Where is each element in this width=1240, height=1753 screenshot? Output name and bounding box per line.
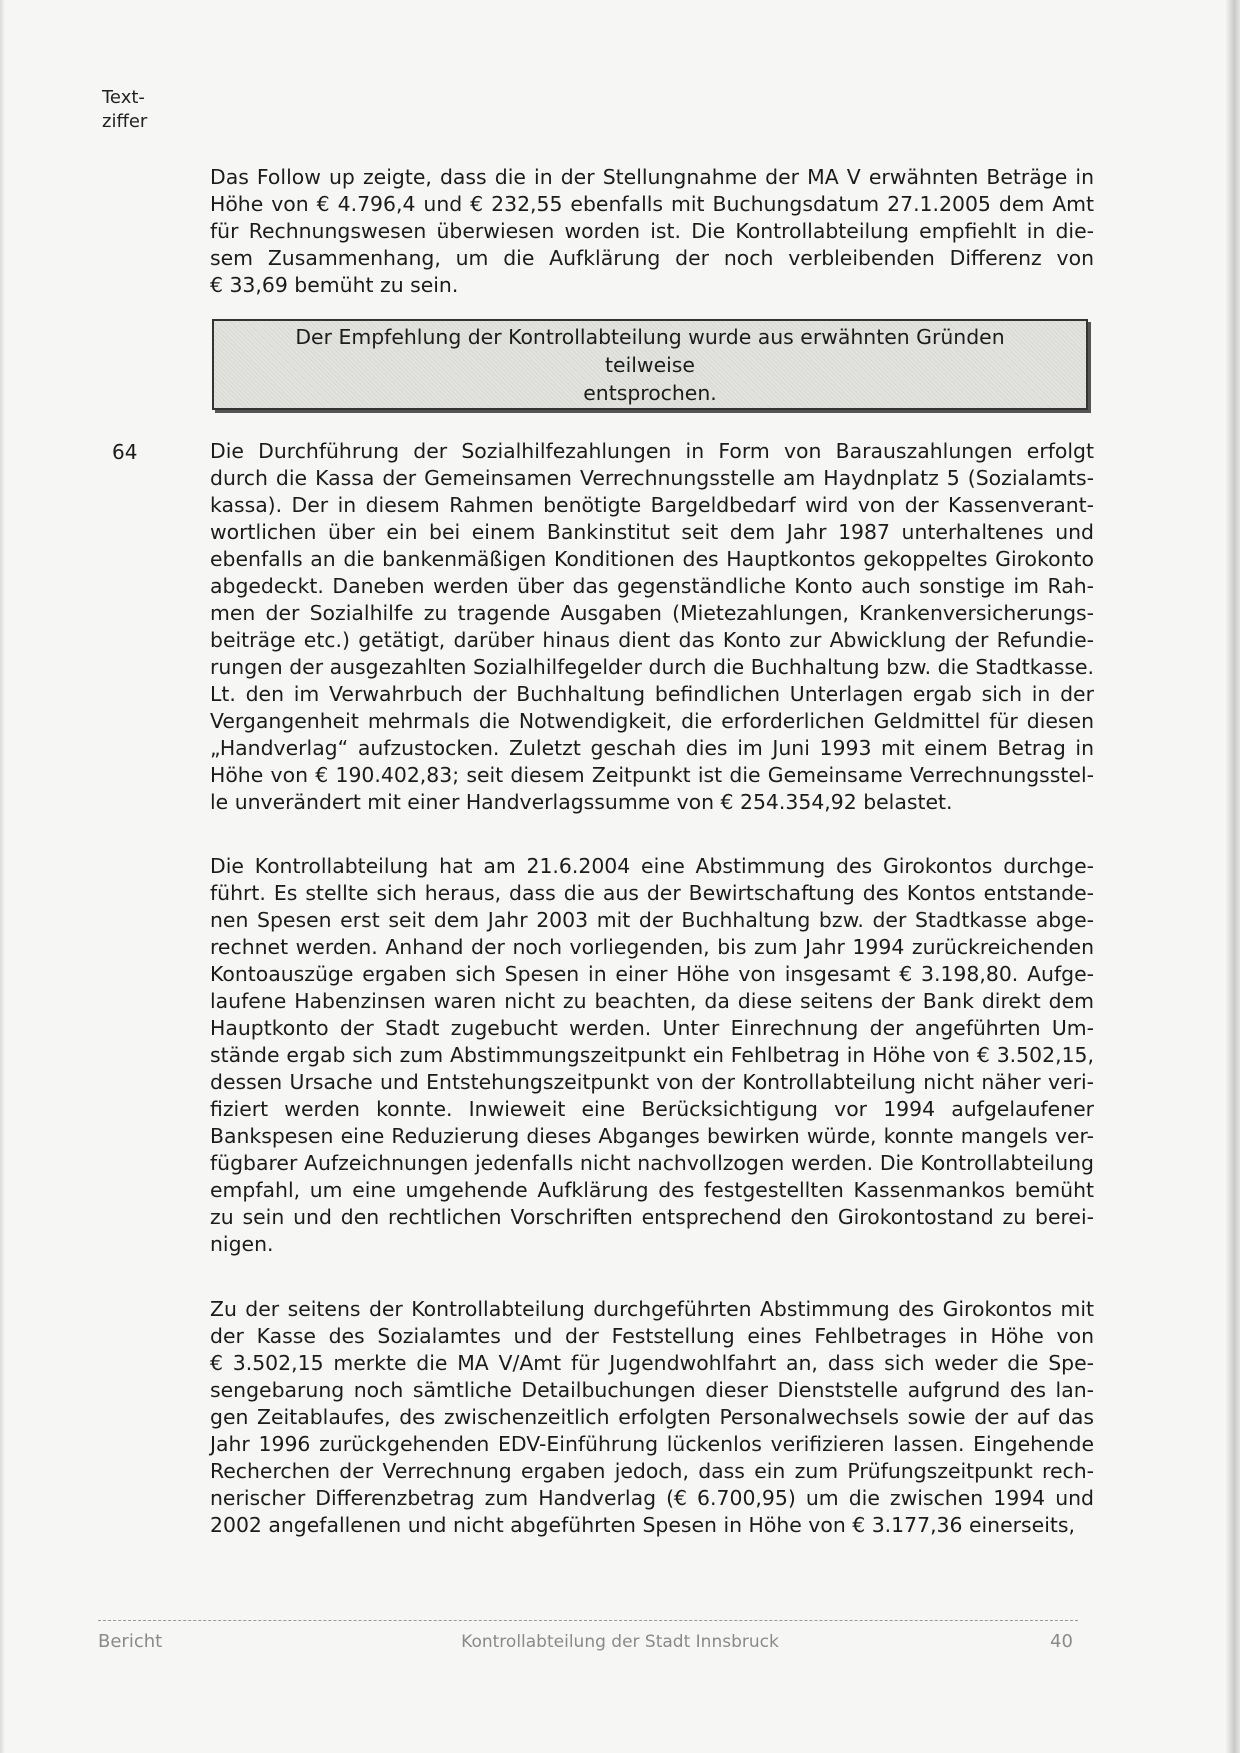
- text-line: gen Zeitablaufes, des zwischenzeitlich erfolgten Personalwechsels sowie der auf das: [210, 1405, 1094, 1429]
- text-line: men der Sozialhilfe zu tragende Ausgaben (Mietezahlungen, Krankenversicherungs-: [210, 601, 1094, 625]
- text-line: führt. Es stellte sich heraus, dass die aus der Bewirtschaftung des Kontos entstande-: [210, 881, 1094, 905]
- margin-label-line1: Text-: [102, 87, 145, 108]
- paragraph-64-3: [210, 1296, 1094, 1539]
- text-line: nigen.: [210, 1232, 274, 1256]
- footer-organization: Kontrollabteilung der Stadt Innsbruck: [461, 1632, 779, 1652]
- text-line: le unverändert mit einer Handverlagssumme von € 254.354,92 belastet.: [210, 790, 953, 814]
- text-line: zu sein und den rechtlichen Vorschriften entsprechend den Girokontostand zu berei-: [210, 1205, 1094, 1229]
- text-line: rechnet werden. Anhand der noch vorliegenden, bis zum Jahr 1994 zurückreichenden: [210, 935, 1094, 959]
- text-line: nen Spesen erst seit dem Jahr 2003 mit der Buchhaltung bzw. der Stadtkasse abge-: [210, 908, 1094, 932]
- paragraph-follow-up: [210, 164, 1094, 299]
- footer-divider: [98, 1620, 1078, 1621]
- callout-line2: entsprochen.: [583, 380, 717, 405]
- text-line: durch die Kassa der Gemeinsamen Verrechnungsstelle am Haydnplatz 5 (Sozialamts-: [210, 466, 1094, 490]
- text-line: Kontoauszüge ergaben sich Spesen in einer Höhe von insgesamt € 3.198,80. Aufge-: [210, 962, 1094, 986]
- text-line: für Rechnungswesen überwiesen worden ist. Die Kontrollabteilung empfiehlt in die-: [210, 219, 1094, 243]
- page-left-edge: [0, 0, 5, 1753]
- margin-label-line2: ziffer: [102, 111, 148, 132]
- footer-page-number: 40: [1050, 1631, 1073, 1652]
- text-line: Bankspesen eine Reduzierung dieses Abganges bewirken würde, konnte mangels ver-: [210, 1124, 1094, 1148]
- text-line: abgedeckt. Daneben werden über das gegenständliche Konto auch sonstige im Rah-: [210, 574, 1094, 598]
- textziffer-number: 64: [112, 440, 138, 464]
- text-line: der Kasse des Sozialamtes und der Feststellung eines Fehlbetrages in Höhe von: [210, 1324, 1094, 1348]
- paragraph-64-2: [210, 853, 1094, 1258]
- callout-text: [254, 323, 1046, 407]
- text-line: wortlichen über ein bei einem Bankinstitut seit dem Jahr 1987 unterhaltenes und: [210, 520, 1094, 544]
- text-line: € 3.502,15 merkte die MA V/Amt für Jugendwohlfahrt an, dass sich weder die Spe-: [210, 1351, 1094, 1375]
- text-line: rungen der ausgezahlten Sozialhilfegelder durch die Buchhaltung bzw. die Stadtkasse.: [210, 655, 1094, 679]
- text-line: sem Zusammenhang, um die Aufklärung der noch verbleibenden Differenz von: [210, 246, 1094, 270]
- text-line: € 33,69 bemüht zu sein.: [210, 273, 459, 297]
- text-line: empfahl, um eine umgehende Aufklärung des festgestellten Kassenmankos bemüht: [210, 1178, 1094, 1202]
- text-line: sengebarung noch sämtliche Detailbuchungen dieser Dienststelle aufgrund des lan-: [210, 1378, 1094, 1402]
- text-line: Die Kontrollabteilung hat am 21.6.2004 eine Abstimmung des Girokontos durchge-: [210, 854, 1094, 878]
- page-right-edge-shadow: [1226, 0, 1240, 1753]
- text-line: Hauptkonto der Stadt zugebucht werden. Unter Einrechnung der angeführten Um-: [210, 1016, 1094, 1040]
- text-line: Jahr 1996 zurückgehenden EDV-Einführung lückenlos verifizieren lassen. Eingehende: [210, 1432, 1094, 1456]
- text-line: 2002 angefallenen und nicht abgeführten Spesen in Höhe von € 3.177,36 einerseits,: [210, 1513, 1075, 1537]
- text-line: „Handverlag“ aufzustocken. Zuletzt geschah dies im Juni 1993 mit einem Betrag in: [210, 736, 1094, 760]
- text-line: Vergangenheit mehrmals die Notwendigkeit, die erforderlichen Geldmittel für diesen: [210, 709, 1094, 733]
- text-line: Die Durchführung der Sozialhilfezahlungen in Form von Barauszahlungen erfolgt: [210, 439, 1094, 463]
- text-line: dessen Ursache und Entstehungszeitpunkt von der Kontrollabteilung nicht näher veri-: [210, 1070, 1094, 1094]
- text-line: laufene Habenzinsen waren nicht zu beachten, da diese seitens der Bank direkt dem: [210, 989, 1094, 1013]
- text-line: kassa). Der in diesem Rahmen benötigte Bargeldbedarf wird von der Kassenverant-: [210, 493, 1094, 517]
- text-line: fiziert werden konnte. Inwieweit eine Berücksichtigung vor 1994 aufgelaufener: [210, 1097, 1094, 1121]
- text-line: ebenfalls an die bankenmäßigen Konditionen des Hauptkontos gekoppeltes Girokonto: [210, 547, 1094, 571]
- margin-label-textziffer: [102, 86, 147, 134]
- text-line: Lt. den im Verwahrbuch der Buchhaltung befindlichen Unterlagen ergab sich in der: [210, 682, 1094, 706]
- text-line: fügbarer Aufzeichnungen jedenfalls nicht nachvollzogen werden. Die Kontrollabteilung: [210, 1151, 1094, 1175]
- text-line: Das Follow up zeigte, dass die in der Stellungnahme der MA V erwähnten Beträge in: [210, 165, 1094, 189]
- text-line: beiträge etc.) getätigt, darüber hinaus dient das Konto zur Abwicklung der Refundie-: [210, 628, 1094, 652]
- text-line: Höhe von € 4.796,4 und € 232,55 ebenfalls mit Buchungsdatum 27.1.2005 dem Amt: [210, 192, 1094, 216]
- text-line: nerischer Differenzbetrag zum Handverlag (€ 6.700,95) um die zwischen 1994 und: [210, 1486, 1094, 1510]
- callout-line1: Der Empfehlung der Kontrollabteilung wurde aus erwähnten Gründen teilweise: [295, 324, 1005, 377]
- text-line: Höhe von € 190.402,83; seit diesem Zeitpunkt ist die Gemeinsame Verrechnungsstel-: [210, 763, 1094, 787]
- footer-report-label: Bericht: [98, 1631, 163, 1652]
- text-line: stände ergab sich zum Abstimmungszeitpunkt ein Fehlbetrag in Höhe von € 3.502,15,: [210, 1043, 1094, 1067]
- text-line: Zu der seitens der Kontrollabteilung durchgeführten Abstimmung des Girokontos mit: [210, 1297, 1094, 1321]
- paragraph-64-1: [210, 438, 1094, 816]
- recommendation-callout-box: [212, 319, 1088, 410]
- text-line: Recherchen der Verrechnung ergaben jedoch, dass ein zum Prüfungszeitpunkt rech-: [210, 1459, 1094, 1483]
